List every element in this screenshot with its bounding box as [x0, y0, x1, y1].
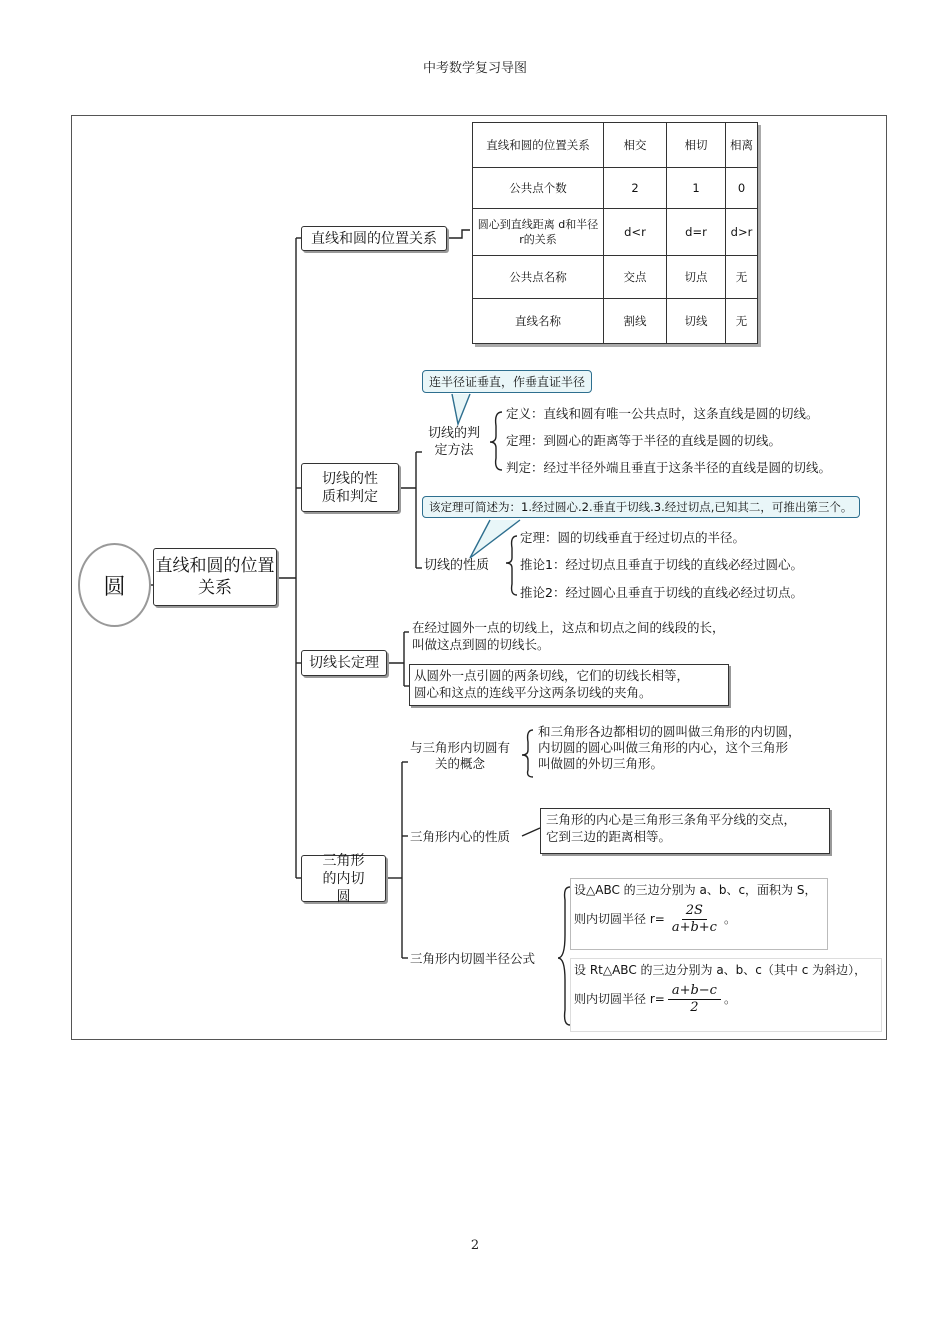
concept-line-3: 叫做圆的外切三角形。: [538, 756, 664, 771]
table-cell: 2: [604, 168, 667, 209]
judge-criterion: 判定：经过半径外端且垂直于这条半径的直线是圆的切线。: [506, 460, 832, 475]
table-cell: 割线: [604, 299, 667, 344]
table-cell: 交点: [604, 256, 667, 299]
tangent-length-theorem-line1: 从圆外一点引圆的两条切线，它们的切线长相等，: [414, 668, 690, 683]
inradius-formula-2: [570, 958, 882, 1032]
table-cell: 1: [667, 168, 726, 209]
concept-line-1: 和三角形各边都相切的圆叫做三角形的内切圆，: [538, 724, 801, 739]
formula2-condition: 设 Rt△ABC 的三边分别为 a、b、c（其中 c 为斜边），: [574, 963, 867, 977]
formula2-end: 。: [723, 992, 736, 1006]
table-cell: 公共点个数: [473, 168, 604, 209]
branch-position-relation: 直线和圆的位置关系: [301, 226, 447, 251]
formula1-end: 。: [723, 912, 736, 926]
table-cell: 圆心到直线距离 d和半径 r的关系: [473, 209, 604, 256]
page-number: 2: [470, 1238, 480, 1253]
incircle-concept-label: 与三角形内切圆有关的概念: [410, 740, 511, 771]
table-cell: 相切: [667, 123, 726, 168]
judge-method-label: 切线的判定方法: [427, 426, 480, 458]
table-row: [473, 168, 758, 209]
table-cell: 相离: [726, 123, 758, 168]
tangent-length-theorem-line2: 圆心和这点的连线平分这两条切线的夹角。: [414, 685, 652, 700]
formula1-expression: [574, 903, 824, 936]
callout-theorem-summary: 该定理可简述为：1.经过圆心.2.垂直于切线.3.经过切点,已知其二，可推出第三个。: [422, 496, 860, 518]
table-row: [473, 256, 758, 299]
table-cell: 0: [726, 168, 758, 209]
root-node: 圆: [78, 543, 151, 627]
table-cell: d<r: [604, 209, 667, 256]
incenter-property-label: 三角形内心的性质: [410, 829, 511, 844]
tangent-property-label: 切线的性质: [424, 558, 490, 573]
table-cell: 直线名称: [473, 299, 604, 344]
formula1-numerator: 2S: [682, 903, 707, 920]
table-cell: 相交: [604, 123, 667, 168]
formula2-prefix: 则内切圆半径 r=: [574, 992, 665, 1006]
table-row: [473, 123, 758, 168]
incenter-property-box: [540, 808, 830, 854]
tangent-length-def-line2: 叫做这点到圆的切线长。: [412, 637, 550, 652]
formula2-expression: [574, 983, 878, 1016]
incircle-concept-text: [538, 724, 801, 772]
property-theorem: 定理：圆的切线垂直于经过切点的半径。: [520, 530, 746, 545]
formula1-denominator: a+b+c: [671, 920, 717, 935]
table-cell: 切点: [667, 256, 726, 299]
table-cell: d>r: [726, 209, 758, 256]
tangent-length-theorem-box: [409, 664, 729, 706]
callout-radius-perpendicular: 连半径证垂直，作垂直证半径: [422, 370, 592, 393]
table-cell: d=r: [667, 209, 726, 256]
formula2-numerator: a+b−c: [668, 983, 721, 1000]
formula1-fraction: [668, 903, 721, 936]
property-corollary-1: 推论1：经过切点且垂直于切线的直线必经过圆心。: [520, 557, 803, 572]
tangent-length-def-line1: 在经过圆外一点的切线上，这点和切点之间的线段的长，: [412, 620, 725, 635]
position-relation-table: [472, 122, 758, 344]
main-topic-node: 直线和圆的位置关系: [153, 548, 277, 606]
branch-tangent-properties: 切线的性质和判定: [301, 463, 399, 512]
formula2-fraction: [668, 983, 721, 1016]
table-cell: 无: [726, 256, 758, 299]
branch-tangent-length: 切线长定理: [301, 650, 387, 676]
judge-theorem: 定理：到圆心的距离等于半径的直线是圆的切线。: [506, 433, 782, 448]
table-row: [473, 299, 758, 344]
page-header: 中考数学复习导图: [422, 61, 527, 76]
branch-incircle: 三角形的内切圆: [301, 855, 386, 902]
formula1-condition: 设△ABC 的三边分别为 a、b、c，面积为 S，: [574, 883, 817, 897]
table-cell: 公共点名称: [473, 256, 604, 299]
formula1-prefix: 则内切圆半径 r=: [574, 912, 665, 926]
table-cell: 无: [726, 299, 758, 344]
table-cell: 切线: [667, 299, 726, 344]
property-corollary-2: 推论2：经过圆心且垂直于切线的直线必经过切点。: [520, 585, 803, 600]
inradius-formula-label: 三角形内切圆半径公式: [410, 951, 536, 966]
concept-line-2: 内切圆的圆心叫做三角形的内心，这个三角形: [538, 740, 789, 755]
judge-definition: 定义：直线和圆有唯一公共点时，这条直线是圆的切线。: [506, 406, 819, 421]
table-cell: 直线和圆的位置关系: [473, 123, 604, 168]
formula2-denominator: 2: [690, 1000, 699, 1015]
table-row: [473, 209, 758, 256]
incenter-line-2: 它到三边的距离相等。: [546, 829, 672, 844]
incenter-line-1: 三角形的内心是三角形三条角平分线的交点，: [546, 812, 797, 827]
inradius-formula-1: [570, 878, 828, 950]
